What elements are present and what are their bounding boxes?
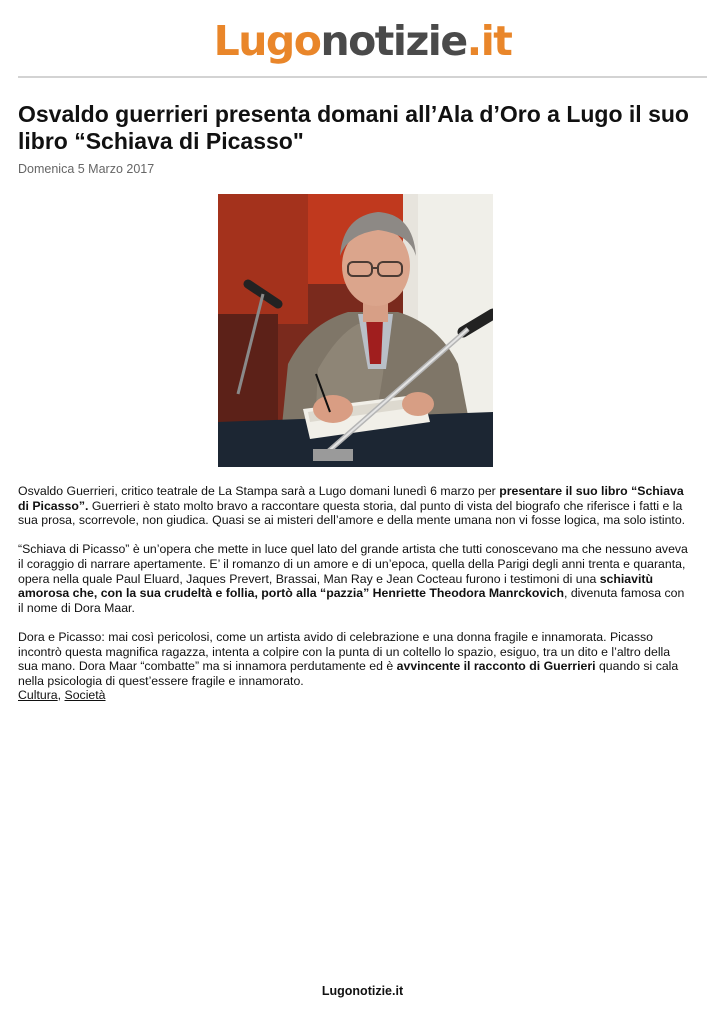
logo-lugo: Lugo	[213, 17, 321, 65]
text: , divenuta famosa con il nome di Dora Maar.	[18, 586, 685, 615]
text: quando si cala nella psicologia di quest’essere fragile e innamorato.	[18, 659, 679, 688]
tag-separator: ,	[57, 688, 65, 703]
footer-site-name: Lugonotizie.it	[321, 984, 404, 998]
article-body	[18, 484, 693, 703]
header-divider	[18, 76, 707, 78]
bold-text: avvincente il racconto di Guerrieri	[396, 659, 596, 674]
paragraph-3	[18, 630, 693, 688]
text: Guerrieri è stato molto bravo a raccontare questa storia, dal punto di vista del biografo che riferisce i fatti e la sua prosa, scorrevole, non giudica. Quasi se ai misteri dell’amore e della mente umana non vi fosse logica, ma solo istinto.	[18, 498, 686, 528]
article-title: Osvaldo guerrieri presenta domani all’Ala d’Oro a Lugo il suo libro “Schiava di Picasso"	[18, 101, 689, 154]
paragraph-2	[18, 542, 693, 615]
paragraph-1	[18, 484, 693, 528]
logo-notizie: notizie	[320, 17, 467, 65]
tag-link[interactable]: Cultura	[18, 688, 58, 703]
site-header	[0, 0, 725, 78]
article-tags	[18, 688, 693, 703]
bold-text: presentare il suo libro “Schiava di Picasso”.	[18, 484, 684, 513]
text: “Schiava di Picasso” è un’opera che mette in luce quel lato del grande artista che tutti conoscevano ma che nessuno aveva il coraggio di narrare apertamente. E’ il romanzo di un amore e di un’epoca, quella della Parigi degli anni trenta e quaranta, opera nella quale Paul Eluard, Jaques Prevert, Brassai, Man Ray e Jean Cocteau furono i testimoni di una	[18, 542, 688, 586]
bold-text: schiavitù amorosa che, con la sua crudeltà e follia, portò alla “pazzia” Henriette Theodora Manrckovich	[18, 571, 654, 601]
article-date: Domenica 5 Marzo 2017	[18, 162, 155, 176]
logo-it: .it	[466, 17, 512, 65]
tag-link[interactable]: Società	[64, 688, 106, 703]
text: Dora e Picasso: mai così pericolosi, come un artista avido di celebrazione e una donna fragile e innamorata. Picasso incontrò questa magnifica ragazza, intenta a colpire con la punta di un coltello lo spazio, esiguo, tra un dito e l’altro della sua mano. Dora Maar “combatte” ma si innamora perdutamente ed è	[18, 629, 671, 674]
article-photo	[218, 194, 493, 467]
text: Osvaldo Guerrieri, critico teatrale de La Stampa sarà a Lugo domani lunedì 6 marzo per	[18, 484, 500, 498]
site-logo[interactable]	[0, 14, 725, 68]
